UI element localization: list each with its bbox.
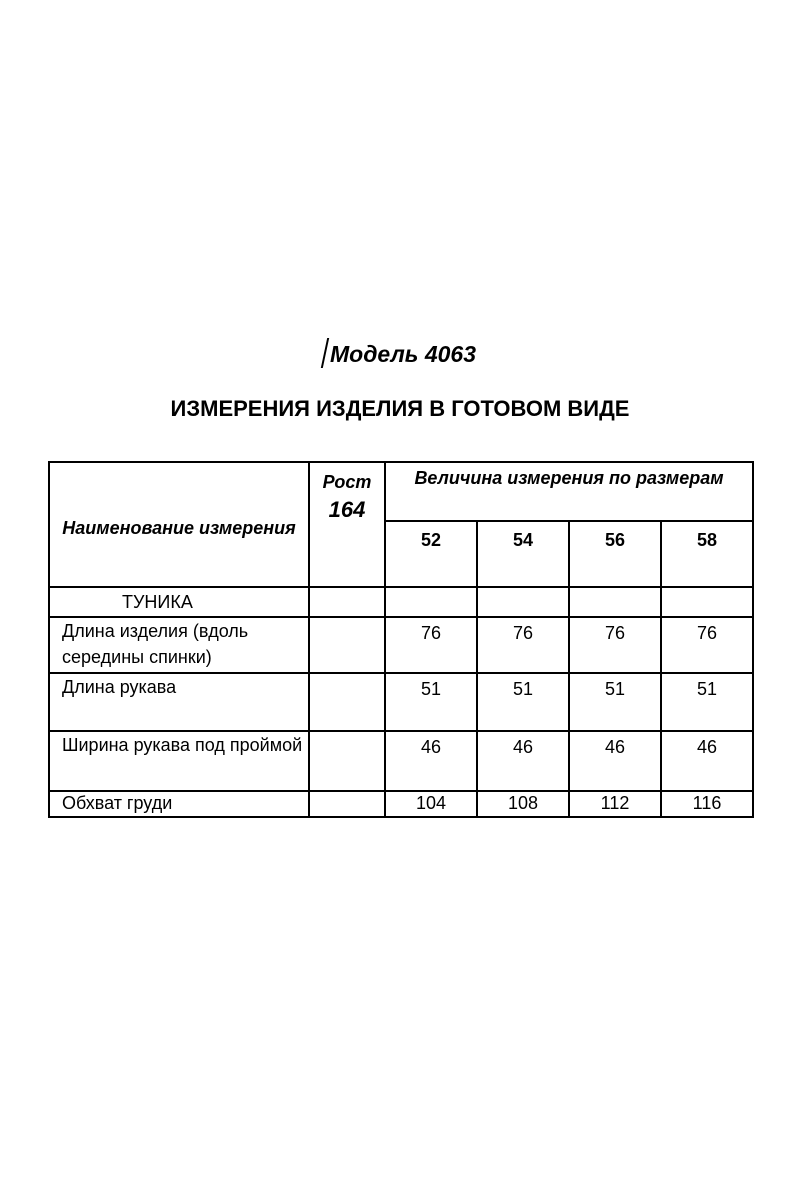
value-cell: 108 xyxy=(477,791,569,817)
size-header: 52 xyxy=(385,521,477,587)
empty-cell xyxy=(661,587,753,617)
size-header: 58 xyxy=(661,521,753,587)
value-cell: 51 xyxy=(385,673,477,731)
value-cell: 104 xyxy=(385,791,477,817)
value-cell: 51 xyxy=(477,673,569,731)
row-label: Длина изделия (вдоль середины спинки) xyxy=(49,617,309,673)
sizes-group-header: Величина измерения по размерам xyxy=(385,462,753,521)
size-header: 54 xyxy=(477,521,569,587)
section-label: ТУНИКА xyxy=(49,587,309,617)
value-cell: 76 xyxy=(569,617,661,673)
document-heading: ИЗМЕРЕНИЯ ИЗДЕЛИЯ В ГОТОВОМ ВИДЕ xyxy=(170,396,630,421)
table-row xyxy=(49,791,753,817)
row-label: Ширина рукава под проймой xyxy=(49,731,309,791)
height-header xyxy=(309,462,385,587)
size-header: 56 xyxy=(569,521,661,587)
value-cell: 46 xyxy=(661,731,753,791)
empty-cell xyxy=(309,617,385,673)
handwritten-mark xyxy=(321,338,329,368)
height-header-value: 164 xyxy=(328,497,366,522)
empty-cell xyxy=(309,731,385,791)
section-row xyxy=(49,587,753,617)
value-cell: 46 xyxy=(385,731,477,791)
table-row xyxy=(49,617,753,673)
measurement-name-header: Наименование измерения xyxy=(49,462,309,587)
value-cell: 116 xyxy=(661,791,753,817)
table-row xyxy=(49,731,753,791)
empty-cell xyxy=(385,587,477,617)
measurements-table xyxy=(48,461,754,818)
header-row xyxy=(49,462,753,521)
empty-cell xyxy=(309,587,385,617)
value-cell: 51 xyxy=(569,673,661,731)
row-label: Обхват груди xyxy=(49,791,309,817)
value-cell: 46 xyxy=(569,731,661,791)
value-cell: 76 xyxy=(385,617,477,673)
empty-cell xyxy=(309,791,385,817)
row-label: Длина рукава xyxy=(49,673,309,731)
value-cell: 46 xyxy=(477,731,569,791)
empty-cell xyxy=(477,587,569,617)
value-cell: 112 xyxy=(569,791,661,817)
value-cell: 76 xyxy=(477,617,569,673)
height-header-label: Рост xyxy=(322,472,372,492)
table-row xyxy=(49,673,753,731)
model-title-text: Модель 4063 xyxy=(329,341,477,367)
value-cell: 76 xyxy=(661,617,753,673)
model-title xyxy=(0,338,800,370)
empty-cell xyxy=(309,673,385,731)
empty-cell xyxy=(569,587,661,617)
value-cell: 51 xyxy=(661,673,753,731)
